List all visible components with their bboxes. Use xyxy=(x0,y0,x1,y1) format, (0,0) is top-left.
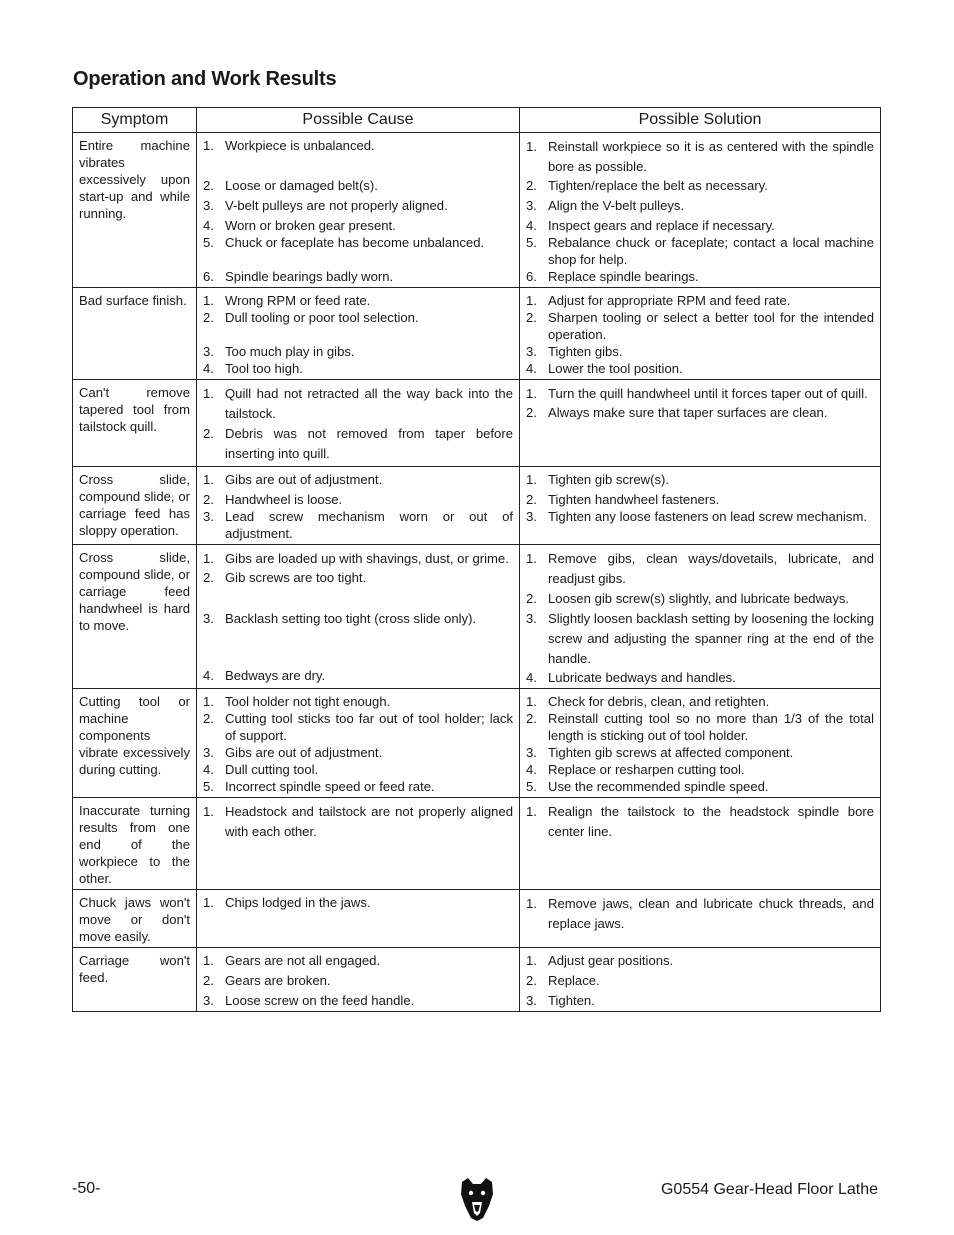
solution-item xyxy=(526,778,874,795)
solution-item-text: Lower the tool position. xyxy=(548,361,683,376)
solution-item-number: 2. xyxy=(526,178,537,193)
cause-item-text: Backlash setting too tight (cross slide only). xyxy=(225,611,477,626)
solution-item xyxy=(526,137,874,177)
solution-item xyxy=(526,669,874,686)
cause-list xyxy=(203,952,513,1009)
solution-item xyxy=(526,802,874,842)
table-row xyxy=(73,890,881,948)
solution-item-text: Replace or resharpen cutting tool. xyxy=(548,762,745,777)
cause-list xyxy=(203,384,513,464)
solution-list xyxy=(526,693,874,795)
solution-item xyxy=(526,309,874,343)
cause-item-number: 4. xyxy=(203,762,214,777)
solution-item-text: Check for debris, clean, and retighten. xyxy=(548,694,770,709)
solution-item-number: 3. xyxy=(526,509,537,524)
possible-cause-cell xyxy=(197,288,520,380)
table-body xyxy=(73,133,881,1012)
solution-item-text: Remove jaws, clean and lubricate chuck threads, and replace jaws. xyxy=(548,896,874,931)
symptom-cell: Can't remove tapered tool from tailstock quill. xyxy=(73,380,197,467)
solution-item xyxy=(526,384,874,404)
cause-item-text: Chips lodged in the jaws. xyxy=(225,895,371,910)
solution-item-text: Lubricate bedways and handles. xyxy=(548,670,736,685)
cause-item-text: Tool too high. xyxy=(225,361,303,376)
cause-item-text: Loose or damaged belt(s). xyxy=(225,178,378,193)
solution-item-number: 3. xyxy=(526,198,537,213)
cause-item xyxy=(203,217,513,234)
cause-item-text: Spindle bearings badly worn. xyxy=(225,269,394,284)
column-header-symptom: Symptom xyxy=(73,108,197,133)
cause-item-text: Gibs are out of adjustment. xyxy=(225,472,383,487)
solution-item-number: 1. xyxy=(526,139,537,154)
cause-item xyxy=(203,177,513,194)
solution-item-number: 4. xyxy=(526,670,537,685)
solution-item xyxy=(526,609,874,669)
solution-item-text: Turn the quill handwheel until it forces taper out of quill. xyxy=(548,386,868,401)
table-row xyxy=(73,689,881,798)
solution-item-text: Reinstall workpiece so it is as centered with the spindle bore as possible. xyxy=(548,139,874,174)
solution-item xyxy=(526,972,874,989)
cause-item xyxy=(203,491,513,508)
solution-item xyxy=(526,343,874,360)
solution-list xyxy=(526,952,874,1009)
cause-list xyxy=(203,894,513,911)
solution-item xyxy=(526,268,874,285)
solution-item-number: 5. xyxy=(526,779,537,794)
cause-item-number: 1. xyxy=(203,138,214,153)
symptom-cell: Inaccurate turning results from one end of the workpiece to the other. xyxy=(73,798,197,890)
possible-cause-cell xyxy=(197,467,520,545)
solution-item-number: 4. xyxy=(526,218,537,233)
cause-item xyxy=(203,992,513,1009)
cause-item xyxy=(203,268,513,285)
solution-item-text: Replace spindle bearings. xyxy=(548,269,699,284)
cause-item-text: Debris was not removed from taper before inserting into quill. xyxy=(225,426,513,461)
possible-cause-cell xyxy=(197,689,520,798)
solution-item-number: 3. xyxy=(526,344,537,359)
cause-item-number: 2. xyxy=(203,973,214,988)
cause-item xyxy=(203,292,513,309)
possible-cause-cell xyxy=(197,798,520,890)
solution-item-text: Use the recommended spindle speed. xyxy=(548,779,769,794)
solution-list xyxy=(526,802,874,842)
symptom-cell: Cross slide, compound slide, or carriage feed handwheel is hard to move. xyxy=(73,545,197,689)
cause-item-text: Quill had not retracted all the way back into the tailstock. xyxy=(225,386,513,421)
cause-item-text: Chuck or faceplate has become unbalanced. xyxy=(225,235,485,250)
troubleshooting-table xyxy=(72,107,881,1012)
cause-item-number: 4. xyxy=(203,668,214,683)
cause-item xyxy=(203,234,513,251)
possible-solution-cell xyxy=(520,890,881,948)
solution-item-text: Remove gibs, clean ways/dovetails, lubricate, and readjust gibs. xyxy=(548,551,874,586)
solution-item xyxy=(526,710,874,744)
cause-item-number: 3. xyxy=(203,611,214,626)
solution-item-number: 1. xyxy=(526,896,537,911)
solution-item-text: Loosen gib screw(s) slightly, and lubricate bedways. xyxy=(548,591,850,606)
table-row xyxy=(73,467,881,545)
cause-item xyxy=(203,667,513,684)
cause-item-text: Gib screws are too tight. xyxy=(225,570,367,585)
cause-item-number: 1. xyxy=(203,804,214,819)
solution-list xyxy=(526,292,874,377)
cause-item-text: Lead screw mechanism worn or out of adjustment. xyxy=(225,509,513,541)
solution-item-number: 1. xyxy=(526,293,537,308)
possible-solution-cell xyxy=(520,288,881,380)
page-number: -50- xyxy=(72,1180,101,1197)
cause-item-text: Worn or broken gear present. xyxy=(225,218,396,233)
solution-item-text: Tighten/replace the belt as necessary. xyxy=(548,178,768,193)
solution-item-text: Align the V-belt pulleys. xyxy=(548,198,685,213)
possible-solution-cell xyxy=(520,689,881,798)
cause-list xyxy=(203,137,513,285)
cause-item xyxy=(203,744,513,761)
column-header-possible-cause: Possible Cause xyxy=(197,108,520,133)
solution-item-number: 1. xyxy=(526,953,537,968)
symptom-cell: Entire machine vibrates excessively upon start-up and while running. xyxy=(73,133,197,288)
solution-item-number: 1. xyxy=(526,386,537,401)
cause-item-text: Incorrect spindle speed or feed rate. xyxy=(225,779,435,794)
solution-item xyxy=(526,197,874,214)
solution-item-number: 2. xyxy=(526,310,537,325)
cause-item-text: Wrong RPM or feed rate. xyxy=(225,293,371,308)
solution-item-text: Slightly loosen backlash setting by loosening the locking screw and adjusting the spanner ring at the end of the handle. xyxy=(548,611,874,666)
cause-item xyxy=(203,471,513,488)
cause-item xyxy=(203,343,513,360)
solution-item-number: 2. xyxy=(526,973,537,988)
solution-item xyxy=(526,491,874,508)
symptom-cell: Bad surface finish. xyxy=(73,288,197,380)
possible-cause-cell xyxy=(197,890,520,948)
solution-item xyxy=(526,744,874,761)
solution-item-text: Tighten handwheel fasteners. xyxy=(548,492,720,507)
cause-item xyxy=(203,693,513,710)
cause-item-number: 2. xyxy=(203,492,214,507)
solution-item xyxy=(526,292,874,309)
table-row xyxy=(73,288,881,380)
cause-list xyxy=(203,693,513,795)
cause-item-text: Dull tooling or poor tool selection. xyxy=(225,310,419,325)
cause-item-number: 2. xyxy=(203,310,214,325)
possible-solution-cell xyxy=(520,380,881,467)
solution-item-text: Tighten gib screw(s). xyxy=(548,472,670,487)
solution-item-text: Tighten gib screws at affected component. xyxy=(548,745,794,760)
solution-item-number: 2. xyxy=(526,591,537,606)
solution-item-number: 4. xyxy=(526,361,537,376)
possible-cause-cell xyxy=(197,133,520,288)
solution-item-text: Rebalance chuck or faceplate; contact a local machine shop for help. xyxy=(548,235,874,267)
solution-item xyxy=(526,761,874,778)
solution-item xyxy=(526,177,874,194)
possible-cause-cell xyxy=(197,948,520,1012)
cause-item-text: Tool holder not tight enough. xyxy=(225,694,391,709)
cause-item-text: Cutting tool sticks too far out of tool holder; lack of support. xyxy=(225,711,513,743)
solution-item-text: Adjust for appropriate RPM and feed rate. xyxy=(548,293,791,308)
bear-head-logo-icon xyxy=(458,1176,496,1222)
cause-item-number: 1. xyxy=(203,386,214,401)
possible-solution-cell xyxy=(520,798,881,890)
page-title: Operation and Work Results xyxy=(73,68,337,90)
cause-item-text: V-belt pulleys are not properly aligned. xyxy=(225,198,448,213)
cause-list xyxy=(203,471,513,542)
cause-item-number: 1. xyxy=(203,551,214,566)
table-header-row xyxy=(73,108,881,133)
solution-item-text: Tighten. xyxy=(548,993,595,1008)
cause-item-number: 5. xyxy=(203,779,214,794)
solution-item xyxy=(526,894,874,934)
cause-item-number: 3. xyxy=(203,509,214,524)
solution-item xyxy=(526,471,874,488)
symptom-cell: Carriage won't feed. xyxy=(73,948,197,1012)
solution-item-text: Always make sure that taper surfaces are clean. xyxy=(548,405,828,420)
possible-solution-cell xyxy=(520,133,881,288)
cause-list xyxy=(203,292,513,377)
cause-item-number: 1. xyxy=(203,895,214,910)
cause-item xyxy=(203,569,513,586)
cause-item-text: Handwheel is loose. xyxy=(225,492,343,507)
cause-item xyxy=(203,384,513,424)
solution-item xyxy=(526,693,874,710)
possible-cause-cell xyxy=(197,545,520,689)
table-row xyxy=(73,133,881,288)
cause-item xyxy=(203,894,513,911)
column-header-possible-solution: Possible Solution xyxy=(520,108,881,133)
solution-item xyxy=(526,952,874,969)
cause-item-number: 5. xyxy=(203,235,214,250)
cause-item xyxy=(203,710,513,744)
solution-item-text: Reinstall cutting tool so no more than 1/3 of the total length is sticking out of tool holder. xyxy=(548,711,874,743)
solution-item xyxy=(526,404,874,421)
cause-item-text: Loose screw on the feed handle. xyxy=(225,993,415,1008)
cause-item xyxy=(203,137,513,154)
symptom-cell: Cutting tool or machine components vibrate excessively during cutting. xyxy=(73,689,197,798)
cause-item-number: 4. xyxy=(203,218,214,233)
cause-item xyxy=(203,802,513,842)
cause-item xyxy=(203,778,513,795)
cause-item xyxy=(203,424,513,464)
cause-item-text: Too much play in gibs. xyxy=(225,344,355,359)
solution-item xyxy=(526,234,874,268)
model-name: G0554 Gear-Head Floor Lathe xyxy=(660,1181,878,1198)
solution-list xyxy=(526,471,874,525)
table-row xyxy=(73,798,881,890)
solution-item-text: Adjust gear positions. xyxy=(548,953,674,968)
solution-item xyxy=(526,549,874,589)
solution-item-number: 3. xyxy=(526,993,537,1008)
cause-item-number: 1. xyxy=(203,293,214,308)
solution-item-text: Sharpen tooling or select a better tool for the intended operation. xyxy=(548,310,874,342)
cause-item-number: 2. xyxy=(203,178,214,193)
cause-item-number: 1. xyxy=(203,953,214,968)
cause-item xyxy=(203,309,513,326)
cause-item xyxy=(203,761,513,778)
cause-item-text: Gibs are loaded up with shavings, dust, or grime. xyxy=(225,551,509,566)
solution-item-number: 1. xyxy=(526,551,537,566)
solution-item xyxy=(526,992,874,1009)
cause-item xyxy=(203,952,513,969)
cause-item-text: Bedways are dry. xyxy=(225,668,326,683)
table-row xyxy=(73,948,881,1012)
solution-item xyxy=(526,217,874,234)
cause-item-number: 3. xyxy=(203,745,214,760)
cause-item xyxy=(203,197,513,214)
cause-item-number: 6. xyxy=(203,269,214,284)
solution-item-number: 4. xyxy=(526,762,537,777)
solution-list xyxy=(526,137,874,285)
solution-item-text: Replace. xyxy=(548,973,600,988)
table-row xyxy=(73,380,881,467)
solution-item-text: Inspect gears and replace if necessary. xyxy=(548,218,775,233)
cause-item-number: 4. xyxy=(203,361,214,376)
cause-item-number: 3. xyxy=(203,198,214,213)
possible-solution-cell xyxy=(520,545,881,689)
cause-item-number: 2. xyxy=(203,711,214,726)
solution-item-number: 5. xyxy=(526,235,537,250)
cause-list xyxy=(203,802,513,842)
solution-item-number: 3. xyxy=(526,745,537,760)
solution-item-number: 3. xyxy=(526,611,537,626)
possible-solution-cell xyxy=(520,467,881,545)
solution-item xyxy=(526,589,874,609)
cause-list xyxy=(203,549,513,684)
cause-item-text: Headstock and tailstock are not properly aligned with each other. xyxy=(225,804,513,839)
cause-item-text: Gears are not all engaged. xyxy=(225,953,381,968)
solution-item-number: 2. xyxy=(526,492,537,507)
solution-item xyxy=(526,360,874,377)
cause-item xyxy=(203,610,513,627)
cause-item-number: 2. xyxy=(203,570,214,585)
possible-solution-cell xyxy=(520,948,881,1012)
cause-item-number: 3. xyxy=(203,993,214,1008)
solution-item-number: 2. xyxy=(526,405,537,420)
solution-item-text: Tighten any loose fasteners on lead screw mechanism. xyxy=(548,509,868,524)
cause-item xyxy=(203,360,513,377)
cause-item-number: 3. xyxy=(203,344,214,359)
solution-list xyxy=(526,549,874,686)
cause-item-text: Gibs are out of adjustment. xyxy=(225,745,383,760)
solution-item-number: 6. xyxy=(526,269,537,284)
solution-item-text: Realign the tailstock to the headstock spindle bore center line. xyxy=(548,804,874,839)
cause-item xyxy=(203,508,513,542)
solution-item-number: 1. xyxy=(526,472,537,487)
solution-item-number: 2. xyxy=(526,711,537,726)
table-row xyxy=(73,545,881,689)
symptom-cell: Chuck jaws won't move or don't move easily. xyxy=(73,890,197,948)
cause-item-text: Workpiece is unbalanced. xyxy=(225,138,375,153)
cause-item xyxy=(203,549,513,569)
cause-item-number: 1. xyxy=(203,472,214,487)
possible-cause-cell xyxy=(197,380,520,467)
solution-item-text: Tighten gibs. xyxy=(548,344,623,359)
solution-list xyxy=(526,894,874,934)
solution-item xyxy=(526,508,874,525)
solution-list xyxy=(526,384,874,421)
solution-item-number: 1. xyxy=(526,804,537,819)
cause-item-number: 2. xyxy=(203,426,214,441)
cause-item-text: Dull cutting tool. xyxy=(225,762,319,777)
cause-item xyxy=(203,972,513,989)
cause-item-text: Gears are broken. xyxy=(225,973,331,988)
symptom-cell: Cross slide, compound slide, or carriage feed has sloppy operation. xyxy=(73,467,197,545)
cause-item-number: 1. xyxy=(203,694,214,709)
solution-item-number: 1. xyxy=(526,694,537,709)
